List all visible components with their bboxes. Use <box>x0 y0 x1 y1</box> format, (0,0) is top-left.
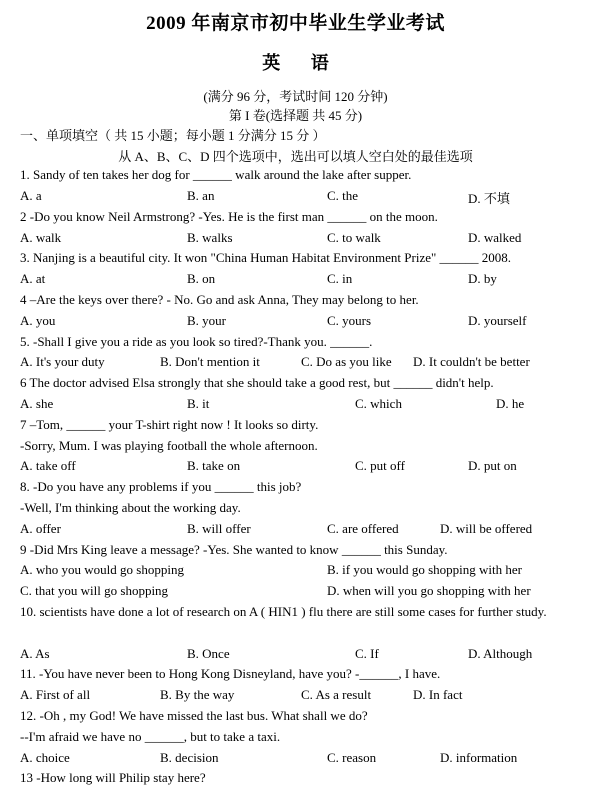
question-4-option-c: C. yours <box>327 313 372 328</box>
question-3-option-c: C. in <box>327 271 353 286</box>
question-2-option-d: D. walked <box>468 230 522 245</box>
question-6-option-a: A. she <box>20 396 54 411</box>
question-11-option-c: C. As a result <box>301 687 372 702</box>
question-7-option-d: D. put on <box>468 458 517 473</box>
question-1-option-d: D. 不填 <box>468 191 510 206</box>
question-8-option-d: D. will be offered <box>440 521 533 536</box>
section-title: 一、单项填空（ 共 15 小题；每小题 1 分满分 15 分 ） <box>20 128 326 143</box>
question-3-option-b: B. on <box>187 271 216 286</box>
question-1-stem: 1. Sandy of ten takes her dog for ______ walk around the lake after supper. <box>20 167 412 182</box>
question-5-option-d: D. It couldn't be better <box>413 354 530 369</box>
question-1-option-c: C. the <box>327 188 359 203</box>
question-11-option-b: B. By the way <box>160 687 235 702</box>
section-instruction: 从 A、B、C、D 四个选项中，选出可以填人空白处的最佳选项 <box>118 149 473 164</box>
question-1-option-b: B. an <box>187 188 215 203</box>
question-10-option-b: B. Once <box>187 646 230 661</box>
question-4-option-b: B. your <box>187 313 226 328</box>
question-9-stem: 9 -Did Mrs King leave a message? -Yes. She wanted to know ______ this Sunday. <box>20 542 448 557</box>
question-5-option-a: A. It's your duty <box>20 354 105 369</box>
question-7-option-a: A. take off <box>20 458 76 473</box>
question-8-stem: 8. -Do you have any problems if you ______ this job? <box>20 479 302 494</box>
question-8-option-b: B. will offer <box>187 521 251 536</box>
question-2-option-a: A. walk <box>20 230 62 245</box>
volume-heading: 第 I 卷(选择题 共 45 分) <box>228 108 363 123</box>
exam-subject: 英 语 <box>262 53 329 73</box>
question-8-reply: -Well, I'm thinking about the working day. <box>20 500 241 515</box>
question-3-stem: 3. Nanjing is a beautiful city. It won "China Human Habitat Environment Prize" ______ 2008. <box>20 250 512 265</box>
exam-title: 2009 年南京市初中毕业生学业考试 <box>146 13 445 34</box>
question-6-stem: 6 The doctor advised Elsa strongly that she should take a good rest, but ______ didn't help. <box>20 375 494 390</box>
exam-info: (满分 96 分，考试时间 120 分钟) <box>203 89 388 104</box>
question-9-option-c: C. that you will go shopping <box>20 583 169 598</box>
question-11-option-a: A. First of all <box>20 687 91 702</box>
question-2-option-b: B. walks <box>187 230 233 245</box>
question-3-option-a: A. at <box>20 271 46 286</box>
question-7-stem: 7 –Tom, ______ your T-shirt right now ! It looks so dirty. <box>20 417 319 432</box>
question-12-option-a: A. choice <box>20 750 70 765</box>
question-5-option-c: C. Do as you like <box>301 354 392 369</box>
question-12-stem: 12. -Oh , my God! We have missed the last bus. What shall we do? <box>20 708 368 723</box>
question-4-option-a: A. you <box>20 313 56 328</box>
question-5-option-b: B. Don't mention it <box>160 354 260 369</box>
question-1-option-a: A. a <box>20 188 42 203</box>
question-2-option-c: C. to walk <box>327 230 381 245</box>
question-9-option-d: D. when will you go shopping with her <box>327 583 531 598</box>
question-10-option-a: A. As <box>20 646 50 661</box>
question-8-option-c: C. are offered <box>327 521 399 536</box>
question-11-option-d: D. In fact <box>413 687 463 702</box>
question-10-stem: 10. scientists have done a lot of research on A ( HIN1 ) flu there are still some cases for further study. <box>20 604 547 619</box>
question-6-option-c: C. which <box>355 396 402 411</box>
question-4-stem: 4 –Are the keys over there? - No. Go and ask Anna, They may belong to her. <box>20 292 419 307</box>
question-12-reply: --I'm afraid we have no ______, but to take a taxi. <box>20 729 281 744</box>
question-9-option-a: A. who you would go shopping <box>20 562 184 577</box>
question-12-option-d: D. information <box>440 750 518 765</box>
question-7-option-c: C. put off <box>355 458 405 473</box>
question-8-option-a: A. offer <box>20 521 61 536</box>
question-9-option-b: B. if you would go shopping with her <box>327 562 522 577</box>
question-3-option-d: D. by <box>468 271 497 286</box>
question-10-option-c: C. If <box>355 646 379 661</box>
question-2-stem: 2 -Do you know Neil Armstrong? -Yes. He is the first man ______ on the moon. <box>20 209 438 224</box>
question-6-option-b: B. it <box>187 396 210 411</box>
question-10-option-d: D. Although <box>468 646 533 661</box>
question-12-option-c: C. reason <box>327 750 377 765</box>
question-5-stem: 5. -Shall I give you a ride as you look so tired?-Thank you. ______. <box>20 334 373 349</box>
question-4-option-d: D. yourself <box>468 313 527 328</box>
question-7-reply: -Sorry, Mum. I was playing football the whole afternoon. <box>20 438 318 453</box>
question-12-option-b: B. decision <box>160 750 219 765</box>
question-7-option-b: B. take on <box>187 458 241 473</box>
question-6-option-d: D. he <box>496 396 525 411</box>
question-13-stem: 13 -How long will Philip stay here? <box>20 770 206 785</box>
question-11-stem: 11. -You have never been to Hong Kong Disneyland, have you? -______, I have. <box>20 666 441 681</box>
